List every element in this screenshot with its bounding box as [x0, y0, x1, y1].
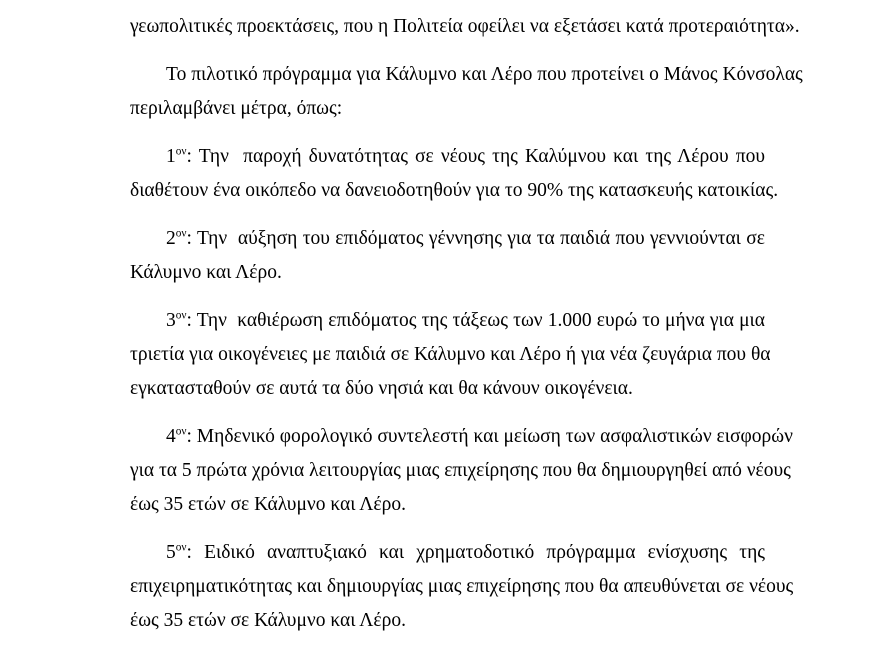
ordinal-number: 4 [166, 426, 176, 447]
paragraph-1 [130, 10, 800, 44]
numbered-item-5 [130, 536, 794, 638]
text-line: για τα 5 πρώτα χρόνια λειτουργίας μιας επιχείρησης που θα δημιουργηθεί από νέους [130, 460, 791, 481]
text-line: Κάλυμνο και Λέρο. [130, 262, 282, 283]
ordinal-number: 2 [166, 228, 176, 249]
text-line: έως 35 ετών σε Κάλυμνο και Λέρο. [130, 610, 406, 631]
numbered-item-4 [130, 420, 793, 522]
text-line: περιλαμβάνει μέτρα, όπως: [130, 98, 343, 119]
ordinal-suffix: ον [175, 425, 187, 438]
text-line [130, 536, 765, 570]
ordinal-suffix: ον [175, 227, 187, 240]
text-line [130, 304, 765, 338]
text-line: τριετία για οικογένειες με παιδιά σε Κάλυμνο και Λέρο ή για νέα ζευγάρια που θα [130, 344, 771, 365]
text-line: έως 35 ετών σε Κάλυμνο και Λέρο. [130, 494, 406, 515]
text-line: γεωπολιτικές προεκτάσεις, που η Πολιτεία οφείλει να εξετάσει κατά προτεραιότητα». [130, 16, 800, 37]
text-line: εγκατασταθούν σε αυτά τα δύο νησιά και θα κάνουν οικογένεια. [130, 378, 633, 399]
ordinal-suffix: ον [175, 309, 187, 322]
text-line [130, 222, 765, 256]
numbered-item-1 [130, 140, 779, 208]
text-line: διαθέτουν ένα οικόπεδο να δανειοδοτηθούν για το 90% της κατασκευής κατοικίας. [130, 180, 779, 201]
line-text: : Μηδενικό φορολογικό συντελεστή και μείωση των ασφαλιστικών εισφορών [186, 426, 793, 447]
text-line [130, 140, 765, 174]
ordinal-suffix: ον [175, 145, 187, 158]
line-text: : Την αύξηση του επιδόματος γέννησης για τα παιδιά που γεννιούνται σε [186, 228, 765, 249]
ordinal-suffix: ον [175, 541, 187, 554]
numbered-item-3 [130, 304, 771, 406]
line-text: : Την καθιέρωση επιδόματος της τάξεως των 1.000 ευρώ το μήνα για μια [186, 310, 765, 331]
document-text-block [130, 10, 803, 652]
text-line: Το πιλοτικό πρόγραμμα για Κάλυμνο και Λέρο που προτείνει ο Μάνος Κόνσολας [166, 64, 803, 85]
ordinal-number: 5 [166, 542, 176, 563]
text-line: επιχειρηματικότητας και δημιουργίας μιας επιχείρησης που θα απευθύνεται σε νέους [130, 576, 794, 597]
ordinal-number: 3 [166, 310, 176, 331]
numbered-item-2 [130, 222, 765, 290]
paragraph-2 [130, 58, 803, 126]
line-text: : Την παροχή δυνατότητας σε νέους της Καλύμνου και της Λέρου που [186, 146, 765, 167]
line-text: : Ειδικό αναπτυξιακό και χρηματοδοτικό πρόγραμμα ενίσχυσης της [186, 542, 765, 563]
ordinal-number: 1 [166, 146, 176, 167]
text-line [130, 420, 793, 454]
